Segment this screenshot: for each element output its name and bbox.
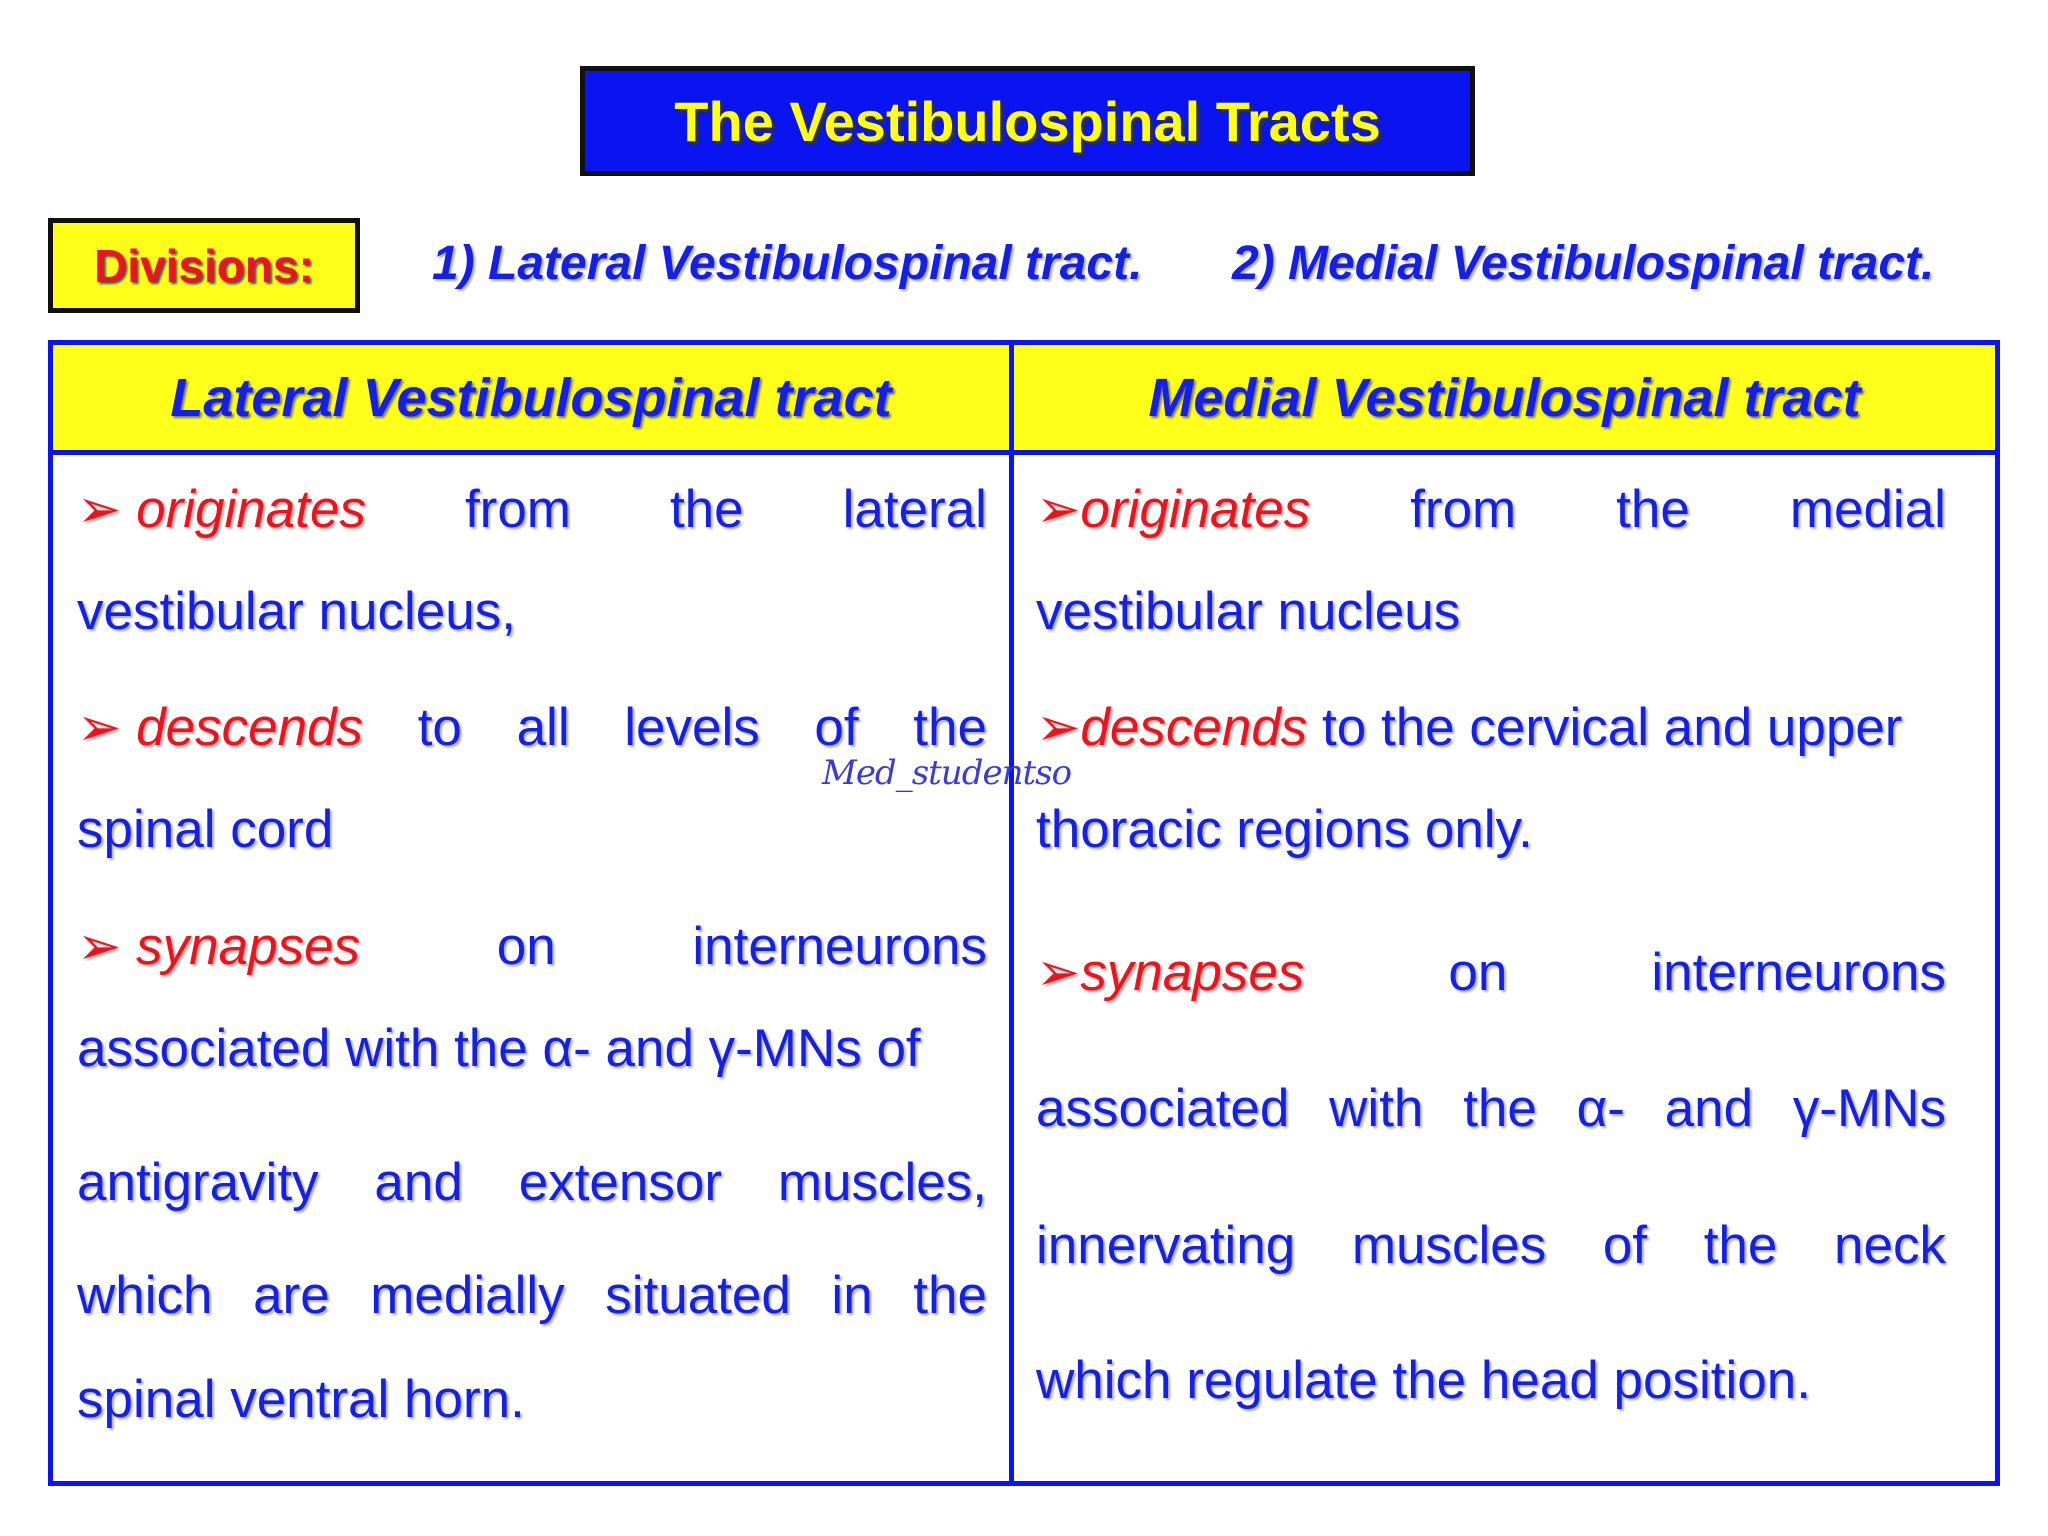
word: antigravity <box>77 1153 319 1212</box>
med-synapses-line2 <box>1036 1078 1946 1139</box>
word: extensor <box>518 1153 722 1212</box>
word: are <box>253 1266 330 1325</box>
med-synapses-line3 <box>1036 1215 1946 1276</box>
arrow-bullet-icon: ➢ <box>1036 943 1081 1002</box>
arrow-bullet-icon: ➢ <box>77 698 122 757</box>
lat-synapses-line2: associated with the α- and γ-MNs of <box>77 1019 921 1078</box>
cell-lateral <box>77 455 987 1485</box>
kw-synapses: synapses <box>136 917 361 976</box>
med-descends-line2: thoracic regions only. <box>1036 800 1533 859</box>
word: neck <box>1834 1216 1946 1275</box>
lat-synapses-line <box>77 916 987 977</box>
header-medial <box>1014 345 1995 455</box>
word: to <box>417 698 462 757</box>
word: the <box>1463 1079 1537 1138</box>
page-title: The Vestibulospinal Tracts <box>674 89 1381 153</box>
med-originates-line2: vestibular nucleus <box>1036 582 1461 641</box>
word: lateral <box>842 480 987 539</box>
word: of <box>814 698 859 757</box>
word: the <box>669 480 744 539</box>
word: and <box>374 1153 463 1212</box>
word: in <box>831 1266 873 1325</box>
med-synapses-line <box>1036 942 1946 1003</box>
word: the <box>1703 1216 1778 1275</box>
division-item-medial: 2) Medial Vestibulospinal tract. <box>1232 237 1935 290</box>
lat-originates-line2: vestibular nucleus, <box>77 582 516 641</box>
divisions-label: Divisions: <box>94 239 314 292</box>
arrow-bullet-icon: ➢ <box>1036 480 1081 539</box>
word: on <box>496 917 556 976</box>
word: γ-MNs <box>1792 1079 1946 1138</box>
word: innervating <box>1036 1216 1296 1275</box>
word: situated <box>605 1266 791 1325</box>
kw-originates: originates <box>136 480 366 539</box>
word: interneurons <box>692 917 987 976</box>
column-divider <box>1009 345 1014 1481</box>
word: from <box>1410 480 1517 539</box>
header-lateral-text: Lateral Vestibulospinal tract <box>170 367 892 428</box>
descends-rest: to the cervical and upper <box>1307 698 1903 757</box>
lat-synapses-line3 <box>77 1152 987 1213</box>
arrow-bullet-icon: ➢ <box>77 480 122 539</box>
word: on <box>1448 943 1508 1002</box>
word: the <box>1616 480 1690 539</box>
word: muscles, <box>777 1153 987 1212</box>
word: which <box>77 1266 213 1325</box>
kw-descends: descends <box>1080 698 1308 757</box>
title-banner <box>580 66 1475 176</box>
lat-synapses-line5: spinal ventral horn. <box>77 1370 525 1429</box>
header-medial-text: Medial Vestibulospinal tract <box>1148 367 1861 428</box>
word: and <box>1664 1079 1754 1138</box>
lat-descends-line <box>77 697 987 758</box>
word: from <box>464 480 571 539</box>
watermark: Med_studentso <box>822 753 1072 793</box>
word: medial <box>1789 480 1946 539</box>
kw-synapses: synapses <box>1080 943 1305 1002</box>
word: all <box>516 698 570 757</box>
med-originates-line <box>1036 479 1946 540</box>
arrow-bullet-icon: ➢ <box>1036 698 1081 757</box>
word: interneurons <box>1651 943 1946 1002</box>
lat-synapses-line4 <box>77 1265 987 1326</box>
comparison-table <box>48 340 2000 1486</box>
divisions-label-box <box>48 218 360 313</box>
lat-originates-line <box>77 479 987 540</box>
word: the <box>913 698 987 757</box>
division-item-lateral: 1) Lateral Vestibulospinal tract. <box>432 237 1143 290</box>
kw-originates: originates <box>1080 480 1311 539</box>
arrow-bullet-icon: ➢ <box>77 917 122 976</box>
word: α- <box>1576 1079 1625 1138</box>
word: of <box>1602 1216 1648 1275</box>
word: medially <box>370 1266 565 1325</box>
header-lateral <box>53 345 1009 455</box>
word: associated <box>1036 1079 1290 1138</box>
word: levels <box>624 698 760 757</box>
med-synapses-line4: which regulate the head position. <box>1036 1351 1811 1410</box>
lat-descends-line2: spinal cord <box>77 800 334 859</box>
kw-descends: descends <box>136 698 364 757</box>
word: the <box>913 1266 987 1325</box>
cell-medial <box>1036 455 1946 1485</box>
word: muscles <box>1351 1216 1547 1275</box>
med-descends-line <box>1036 697 1946 758</box>
word: with <box>1329 1079 1424 1138</box>
